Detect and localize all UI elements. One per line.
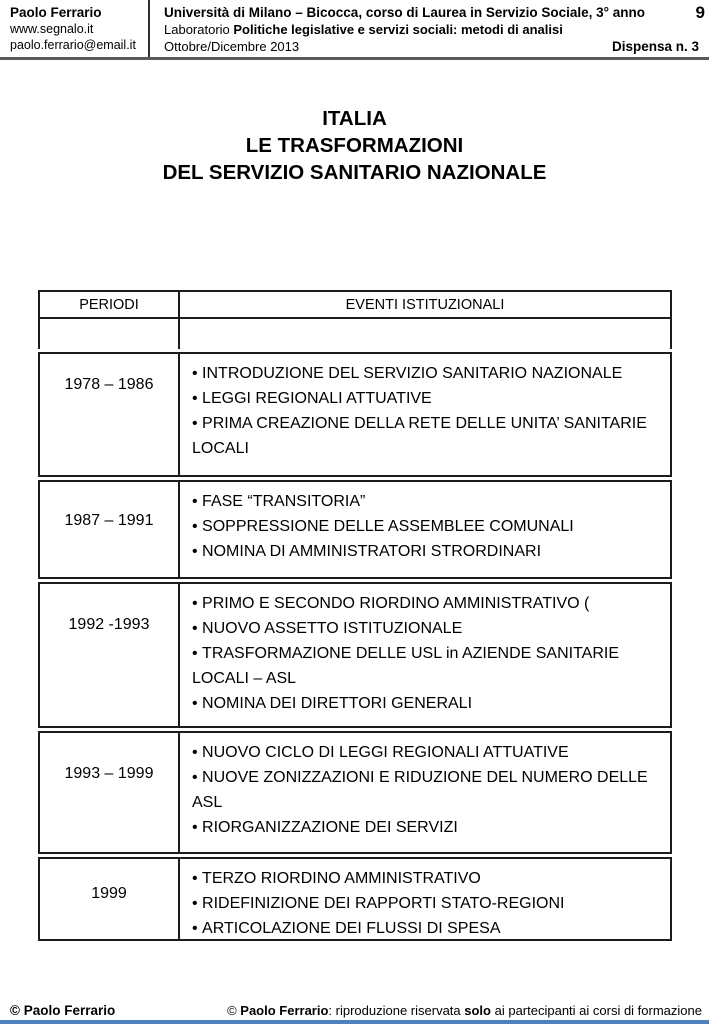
period-cell: 1978 – 1986: [40, 354, 180, 475]
events-cell: [180, 859, 670, 939]
author-email: paolo.ferrario@email.it: [10, 38, 136, 52]
author-website: www.segnalo.it: [10, 22, 94, 36]
events-cell: [180, 354, 670, 475]
table-header-row: [38, 290, 672, 319]
notice-solo: solo: [464, 1003, 491, 1018]
events-cell: [180, 584, 670, 726]
author-block: [0, 0, 150, 57]
column-header-eventi: EVENTI ISTITUZIONALI: [345, 296, 505, 313]
notice-prefix: ©: [227, 1003, 241, 1018]
lab-prefix: Laboratorio: [164, 22, 234, 37]
lab-title: Politiche legislative e servizi sociali: metodi di analisi: [233, 22, 563, 37]
event-item: • NOMINA DEI DIRETTORI GENERALI: [192, 691, 664, 716]
table-row: [38, 352, 672, 477]
table-row: [38, 582, 672, 728]
event-item: • ARTICOLAZIONE DEI FLUSSI DI SPESA: [192, 916, 664, 941]
event-item: • NUOVO CICLO DI LEGGI REGIONALI ATTUATIVE: [192, 740, 664, 765]
table-row: [38, 857, 672, 941]
course-block: [150, 0, 709, 57]
footer-copyright: © Paolo Ferrario: [10, 1003, 116, 1018]
event-item: • NUOVO ASSETTO ISTITUZIONALE: [192, 616, 664, 641]
event-item: • NOMINA DI AMMINISTRATORI STRORDINARI: [192, 539, 664, 564]
course-line: [164, 4, 705, 21]
event-item: • SOPPRESSIONE DELLE ASSEMBLEE COMUNALI: [192, 514, 664, 539]
author-name: Paolo Ferrario: [10, 5, 102, 20]
page-footer: [0, 1003, 709, 1018]
dispensa-label: Dispensa n. 3: [611, 39, 699, 54]
course-title: Università di Milano – Bicocca, corso di Laurea in Servizio Sociale, 3° anno: [164, 5, 646, 20]
spacer-cell-right: [180, 319, 670, 349]
page-header: [0, 0, 709, 60]
page-number: 9: [695, 3, 705, 22]
period-cell: 1993 – 1999: [40, 733, 180, 852]
event-item: • RIDEFINIZIONE DEI RAPPORTI STATO-REGIONI: [192, 891, 664, 916]
title-line-1: ITALIA: [322, 107, 387, 130]
lab-line: [164, 21, 705, 38]
event-item: • PRIMA CREAZIONE DELLA RETE DELLE UNITA’ SANITARIE LOCALI: [192, 411, 664, 461]
course-period: Ottobre/Dicembre 2013: [164, 39, 300, 54]
event-item: • PRIMO E SECONDO RIORDINO AMMINISTRATIVO (: [192, 591, 664, 616]
notice-suffix: ai partecipanti ai corsi di formazione: [491, 1003, 702, 1018]
title-line-3: DEL SERVIZIO SANITARIO NAZIONALE: [162, 161, 547, 184]
column-header-periodi: PERIODI: [40, 292, 180, 317]
table-row: [38, 480, 672, 579]
events-cell: [180, 733, 670, 852]
event-item: • INTRODUZIONE DEL SERVIZIO SANITARIO NAZIONALE: [192, 361, 664, 386]
title-line-2: LE TRASFORMAZIONI: [245, 134, 464, 157]
events-table: [38, 290, 672, 941]
period-cell: 1999: [40, 859, 180, 939]
event-item: • NUOVE ZONIZZAZIONI E RIDUZIONE DEL NUMERO DELLE ASL: [192, 765, 664, 815]
page-title: [0, 105, 709, 186]
event-item: • RIORGANIZZAZIONE DEI SERVIZI: [192, 815, 664, 840]
event-item: • FASE “TRANSITORIA”: [192, 489, 664, 514]
notice-mid: : riproduzione riservata: [328, 1003, 465, 1018]
date-line: [164, 38, 705, 55]
event-item: • TRASFORMAZIONE DELLE USL in AZIENDE SANITARIE LOCALI – ASL: [192, 641, 664, 691]
period-cell: 1992 -1993: [40, 584, 180, 726]
period-cell: 1987 – 1991: [40, 482, 180, 577]
bottom-bar: [0, 1020, 709, 1024]
notice-author: Paolo Ferrario: [240, 1003, 329, 1018]
table-spacer-row: [38, 319, 672, 349]
table-row: [38, 731, 672, 854]
event-item: • LEGGI REGIONALI ATTUATIVE: [192, 386, 664, 411]
footer-notice: [227, 1003, 702, 1018]
event-item: • TERZO RIORDINO AMMINISTRATIVO: [192, 866, 664, 891]
spacer-cell-left: [40, 319, 180, 349]
events-cell: [180, 482, 670, 577]
